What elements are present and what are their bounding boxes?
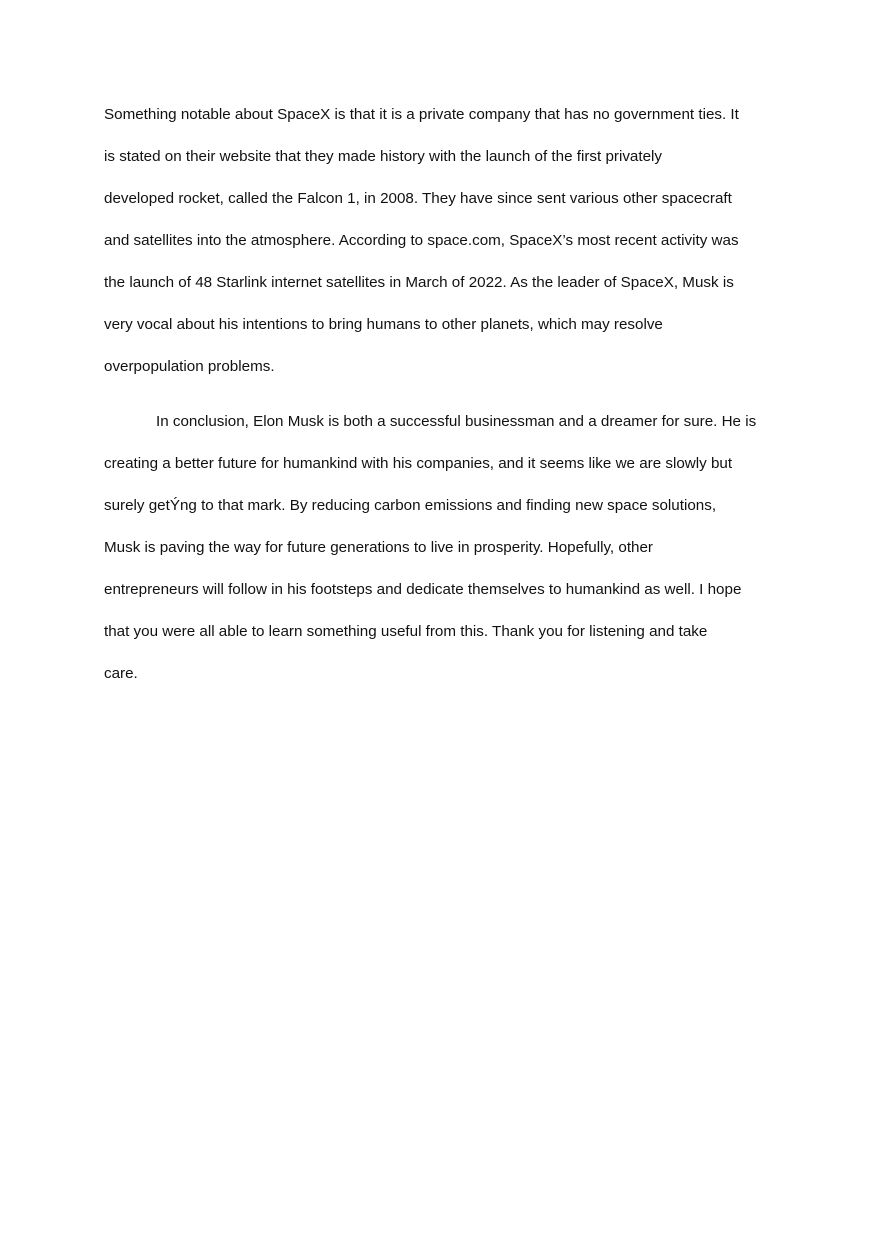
text-line: and satellites into the atmosphere. According to space.com, SpaceX’s most recent activity was [104, 232, 739, 249]
text-line: that you were all able to learn something useful from this. Thank you for listening and take [104, 623, 708, 640]
text-line: entrepreneurs will follow in his footsteps and dedicate themselves to humankind as well. I hope [104, 581, 742, 598]
text-line: creating a better future for humankind with his companies, and it seems like we are slowly but [104, 455, 733, 472]
text-line: the launch of 48 Starlink internet satellites in March of 2022. As the leader of SpaceX, Musk is [104, 274, 734, 291]
text-line: developed rocket, called the Falcon 1, in 2008. They have since sent various other spacecraft [104, 190, 732, 207]
text-line: overpopulation problems. [104, 358, 275, 375]
text-line: surely getÝng to that mark. By reducing carbon emissions and finding new space solutions, [104, 497, 717, 514]
text-line: care. [104, 665, 138, 682]
text-line: is stated on their website that they made history with the launch of the first privately [104, 148, 662, 165]
text-line: Musk is paving the way for future generations to live in prosperity. Hopefully, other [104, 539, 653, 556]
paragraph-conclusion [104, 401, 804, 695]
text-line: Something notable about SpaceX is that it is a private company that has no government ties. It [104, 106, 739, 123]
text-line: In conclusion, Elon Musk is both a successful businessman and a dreamer for sure. He is [156, 413, 757, 430]
paragraph-spacex [104, 94, 804, 388]
text-line: very vocal about his intentions to bring humans to other planets, which may resolve [104, 316, 663, 333]
